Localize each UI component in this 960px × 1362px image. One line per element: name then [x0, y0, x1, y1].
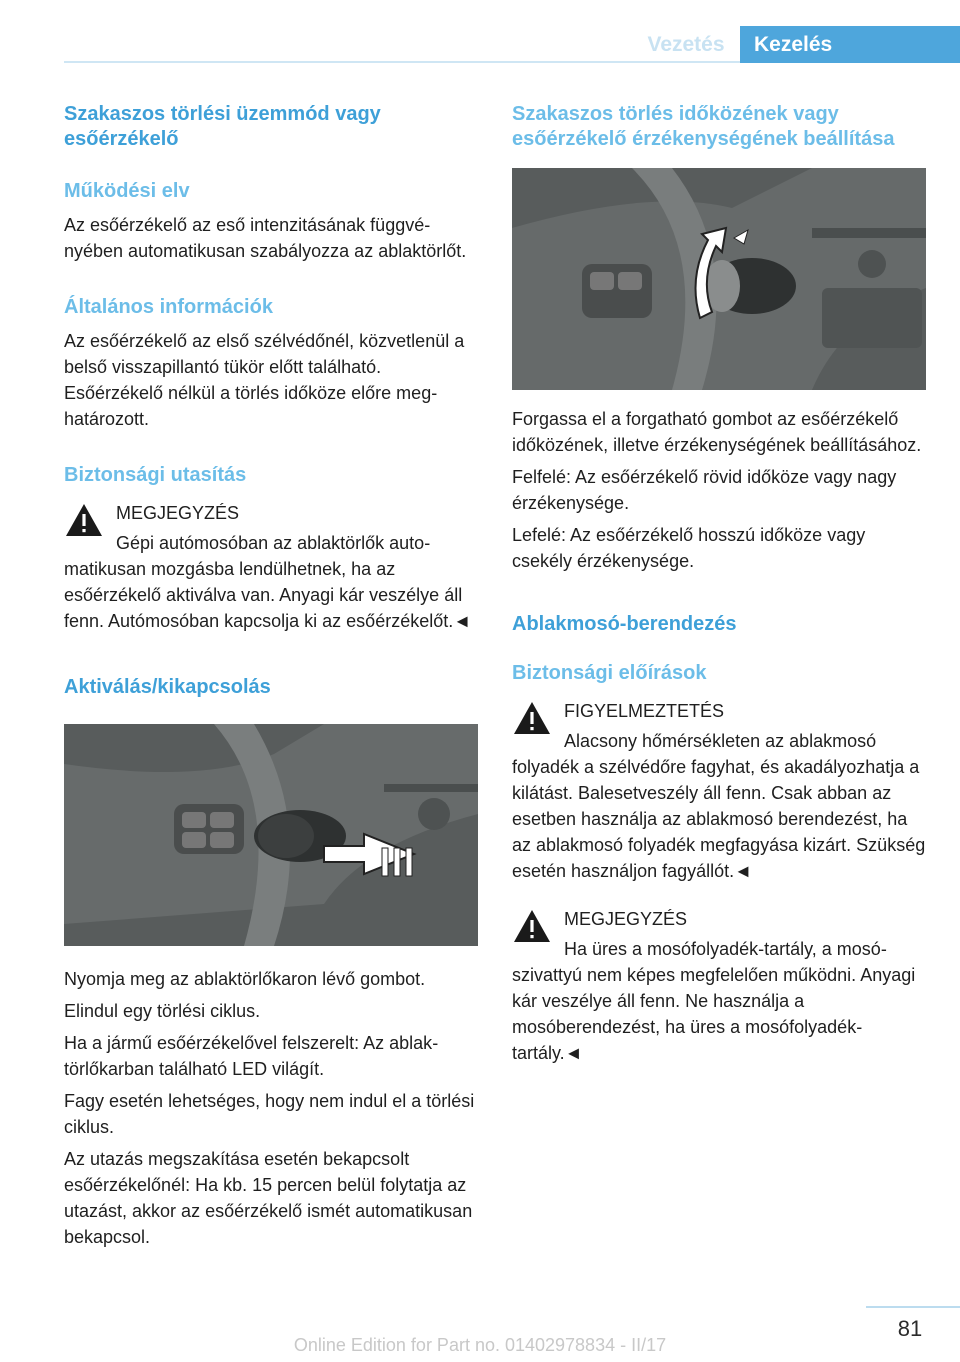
section-title-interval: Szakaszos törlés időközének vagy esőérzékelő érzékenységének beállítása: [512, 103, 895, 150]
warning-triangle-icon: [512, 700, 552, 736]
rotary-knob-illustration: [512, 168, 926, 390]
paragraph-rotate-knob: Forgassa el a forgatható gombot az esőérzékelő időközének, illetve érzékenységének beállításához.: [512, 409, 922, 455]
paragraph-general-info: Az esőérzékelő az első szélvédőnél, közvetlenül a belső visszapillantó tükör előtt található. Esőérzékelő nélkül a törlés időköze előre meghatározott.: [64, 331, 465, 429]
page-number-rule: [866, 1306, 960, 1308]
paragraph-press-button: Nyomja meg az ablaktörlőkaron lévő gombot.: [64, 969, 426, 989]
paragraph-frost: Fagy esetén lehetséges, hogy nem indul el a törlési ciklus.: [64, 1091, 475, 1137]
subtitle-safety-rules: Biztonsági előírások: [512, 662, 707, 684]
right-column: [512, 102, 926, 1066]
wiper-button-illustration: [64, 724, 478, 946]
warning-text: Alacsony hőmérsékleten az ablakmosó folyadék a szélvédőre fagyhat, és akadályozhatja a kilátást. Balesetveszély áll fenn. Csak abban az esetben használja az ablakmosó berendezést, ha az ablakmosó folyadék megfagyása kizárt. Szükség esetén használjon fagyállót.◄: [512, 731, 926, 881]
note-text: Gépi autómosóban az ablaktörlők automatikusan mozgásba lendülhetnek, ha az esőérzékelő aktiválva van. Anyagi kár veszélye áll fenn. Autómosóban kapcsolja ki az esőérzékelőt.◄: [64, 533, 472, 631]
paragraph-led: Ha a jármű esőérzékelővel felszerelt: Az ablaktörlőkarban található LED világít.: [64, 1033, 439, 1079]
subtitle-principle: Működési elv: [64, 180, 190, 202]
warning-label: FIGYELMEZTETÉS: [564, 701, 725, 721]
section-tab-kezeles[interactable]: Kezelés: [740, 26, 960, 63]
footer-edition: Online Edition for Part no. 01402978834 - II/17: [293, 1335, 667, 1355]
section-title-wiper-mode: Szakaszos törlési üzemmód vagy esőérzékelő: [64, 103, 381, 150]
paragraph-wipe-cycle: Elindul egy törlési ciklus.: [64, 1001, 261, 1021]
warning-box-freeze: [512, 698, 926, 884]
note-label: MEGJEGYZÉS: [564, 909, 688, 929]
note-box-empty-tank: [512, 906, 926, 1066]
knob-photo: [512, 168, 926, 390]
warning-triangle-icon: [64, 502, 104, 538]
subtitle-general-info: Általános információk: [64, 296, 273, 318]
note-box-carwash: [64, 500, 478, 634]
paragraph-up: Felfelé: Az esőérzékelő rövid időköze vagy nagy érzékenysége.: [512, 467, 897, 513]
paragraph-principle: Az esőérzékelő az eső intenzitásának függvényében automatikusan szabályozza az ablaktörlőt.: [64, 215, 467, 261]
note-label: MEGJEGYZÉS: [116, 503, 240, 523]
paragraph-down: Lefelé: Az esőérzékelő hosszú időköze vagy csekély érzékenysége.: [512, 525, 866, 571]
section-title-activation: Aktiválás/kikapcsolás: [64, 676, 271, 698]
paragraph-trip-interrupt: Az utazás megszakítása esetén bekapcsolt esőérzékelőnél: Ha kb. 15 percen belül folytatja az utazást, akkor az esőérzékelő ismét automatikusan bekapcsol.: [64, 1149, 473, 1247]
warning-triangle-icon: [512, 908, 552, 944]
note-text: Ha üres a mosófolyadék-tartály, a mosószivattyú nem képes megfelelően működni. Anyagi kár veszélye áll fenn. Ne használja a mosóberendezést, ha üres a mosófolyadéktartály.◄: [512, 939, 916, 1063]
section-title-washer: Ablakmosó-berendezés: [512, 613, 737, 635]
page-number: 81: [897, 1316, 923, 1341]
subtitle-safety: Biztonsági utasítás: [64, 464, 247, 486]
left-column: [64, 102, 478, 1250]
section-tab-vezetes[interactable]: Vezetés: [647, 32, 725, 56]
wiper-button-photo: [64, 724, 478, 946]
